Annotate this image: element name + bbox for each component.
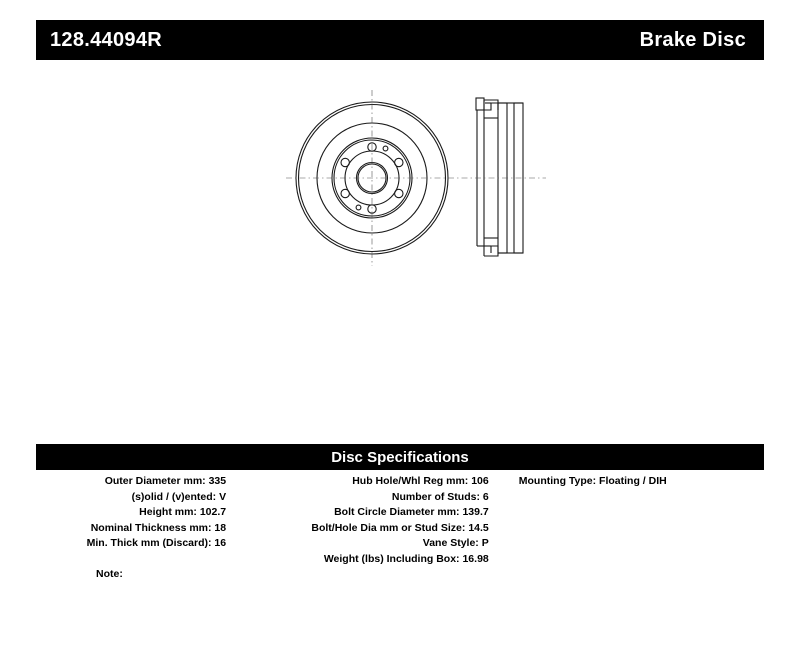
note-label: Note: (96, 568, 123, 580)
product-type-label: Brake Disc (639, 29, 746, 51)
spec-label: Number of Studs: (391, 490, 480, 503)
spec-row (232, 505, 489, 521)
spec-row (232, 474, 489, 490)
spec-label: Bolt/Hole Dia mm or Stud Size: (311, 521, 466, 534)
spec-value: 16 (214, 537, 227, 549)
spec-section-title: Disc Specifications (331, 448, 469, 466)
spec-label: Vane Style: (422, 537, 479, 549)
spec-value: 335 (208, 475, 227, 487)
spec-label: Weight (lbs) Including Box: (323, 552, 460, 565)
spec-columns (36, 474, 764, 584)
spec-label: Hub Hole/Whl Reg mm: (352, 475, 469, 487)
spec-column-2 (232, 474, 495, 584)
spec-value: 102.7 (199, 506, 227, 518)
spec-label: Nominal Thickness mm: (90, 521, 212, 534)
spec-label: Min. Thick mm (Discard): (86, 537, 212, 549)
spec-row (232, 490, 489, 506)
spec-value: Floating / DIH (599, 475, 667, 487)
spec-value: V (219, 490, 227, 503)
spec-label: Outer Diameter mm: (104, 475, 206, 487)
rotor-side-section-view (476, 98, 523, 256)
header-bar (36, 20, 764, 60)
spec-value: 6 (482, 490, 489, 503)
spec-column-3 (495, 474, 764, 584)
spec-label: Mounting Type: (518, 475, 597, 487)
spec-row (36, 474, 226, 490)
spec-value: P (481, 537, 489, 549)
spec-row (232, 521, 489, 537)
spec-value: 139.7 (462, 506, 489, 518)
rotor-technical-drawing (36, 70, 764, 420)
spec-value: 14.5 (468, 521, 489, 534)
spec-value: 16.98 (462, 552, 489, 565)
spec-label: Height mm: (139, 506, 197, 518)
part-number: 128.44094R (50, 29, 162, 51)
spec-label: Bolt Circle Diameter mm: (334, 506, 460, 518)
spec-row (36, 521, 226, 537)
spec-row (232, 552, 489, 568)
spec-label: (s)olid / (v)ented: (131, 490, 217, 503)
spec-row (519, 474, 764, 490)
spec-row (232, 536, 489, 552)
spec-row (36, 536, 226, 552)
spec-value: 18 (214, 521, 227, 534)
spec-column-1 (36, 474, 232, 584)
spec-row (36, 490, 226, 506)
spec-title-bar (36, 444, 764, 470)
spec-row (36, 505, 226, 521)
rotor-drawing-area (36, 70, 764, 420)
spec-value: 106 (471, 475, 489, 487)
